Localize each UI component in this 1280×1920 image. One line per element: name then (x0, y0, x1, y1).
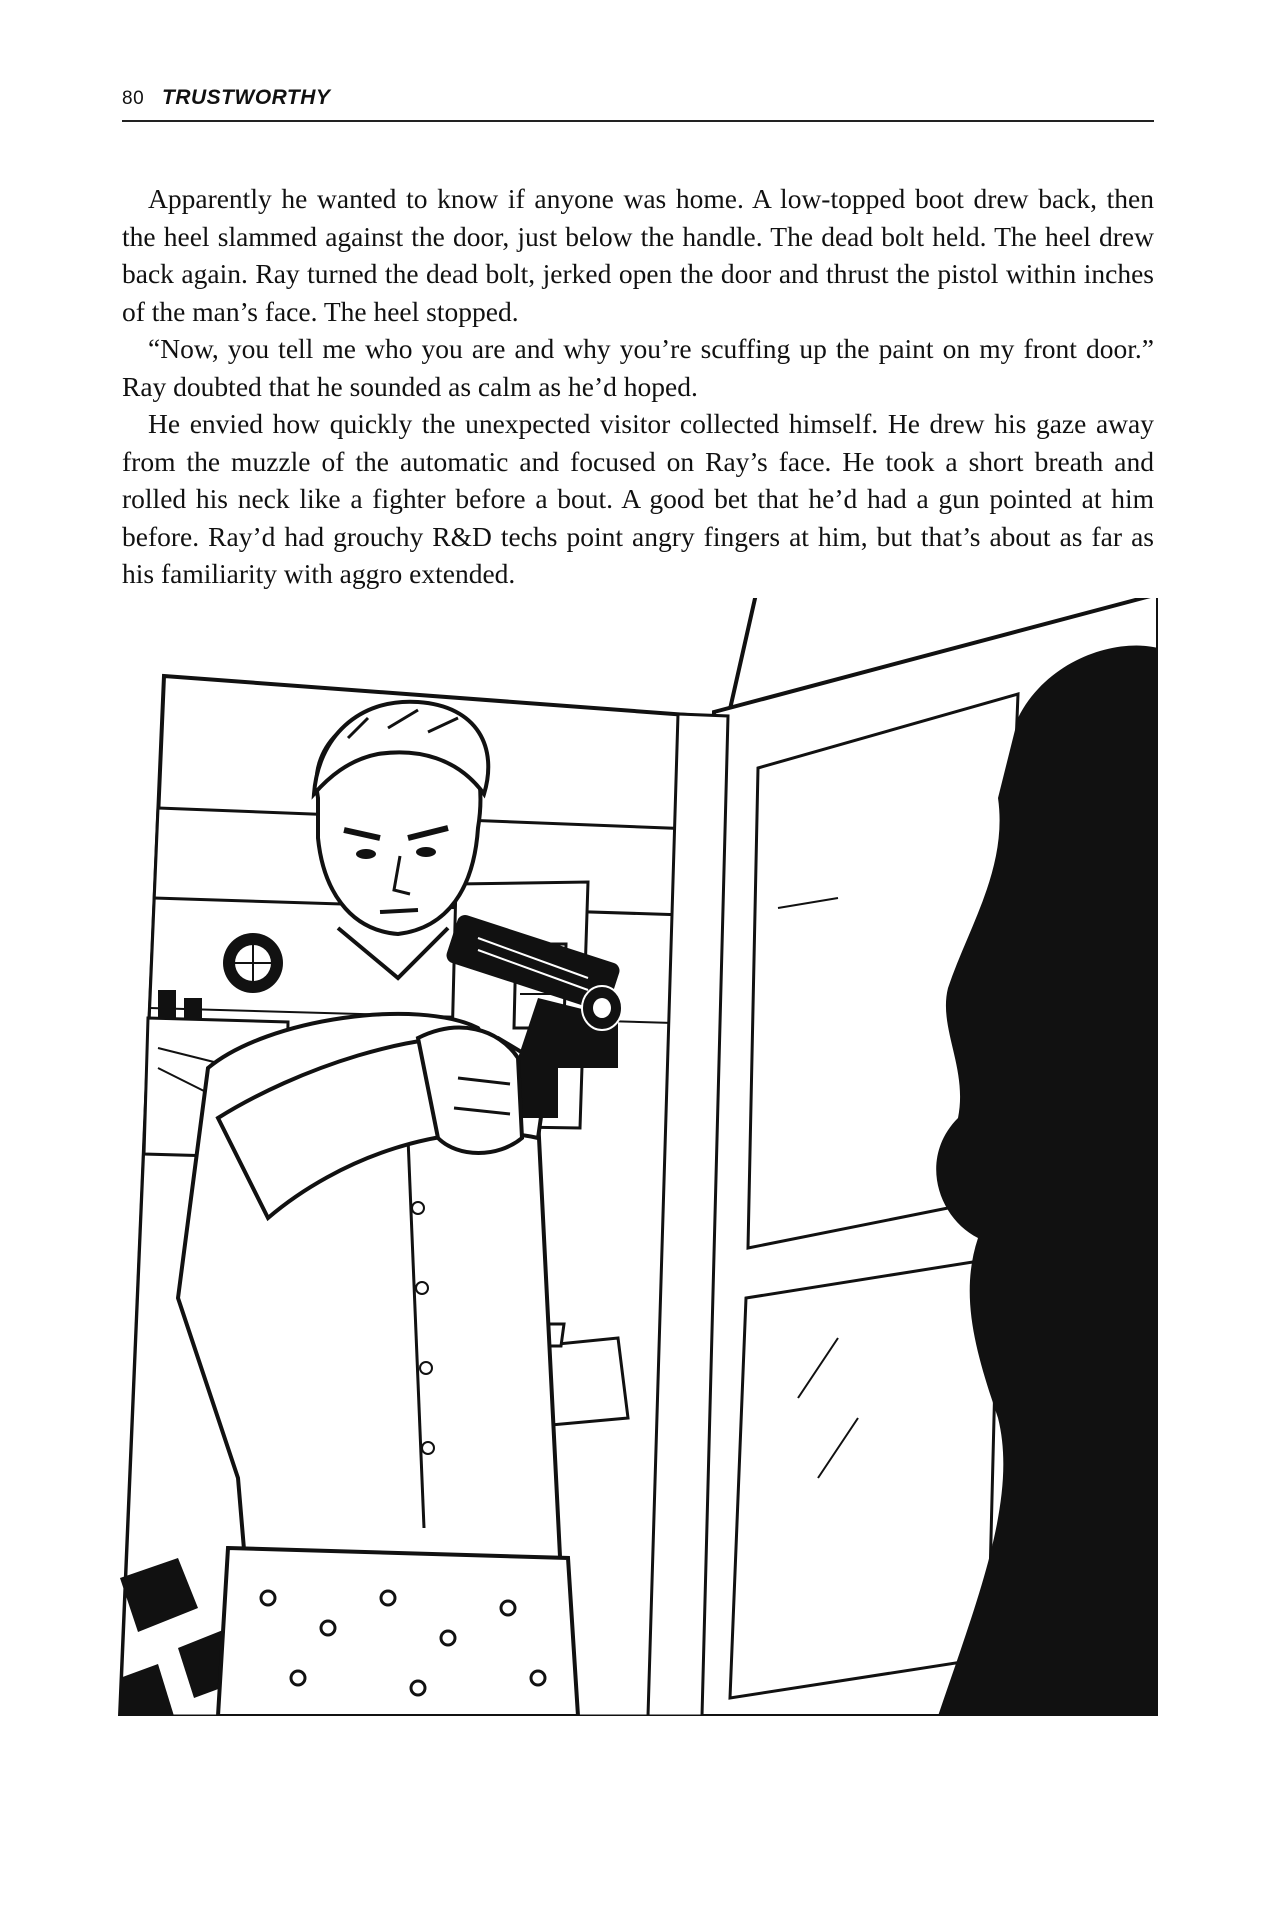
comic-illustration (118, 598, 1158, 1716)
paragraph-1: Apparently he wanted to know if anyone was home. A low-topped boot drew back, then the heel slammed against the door, just below the handle. The dead bolt held. The heel drew back again. Ray turned the dead bolt, jerked open the door and thrust the pistol within inches of the man’s face. The heel stopped. (122, 183, 1154, 327)
book-title: TRUSTWORTHY (162, 86, 331, 109)
comic-panel-icon (118, 598, 1158, 1716)
page-number: 80 (122, 88, 145, 109)
body-text (122, 180, 1154, 593)
paragraph-3: He envied how quickly the unexpected visitor collected himself. He drew his gaze away from the muzzle of the automatic and focused on Ray’s face. He took a short breath and rolled his neck like a fighter before a bout. A good bet that he’d had a gun pointed at him before. Ray’d had grouchy R&D techs point angry fingers at him, but that’s about as far as his familiarity with aggro extended. (122, 408, 1154, 589)
running-head (122, 84, 1154, 122)
paragraph-2: “Now, you tell me who you are and why you’re scuffing up the paint on my front door.” Ray doubted that he sounded as calm as he’d hoped. (122, 333, 1154, 402)
